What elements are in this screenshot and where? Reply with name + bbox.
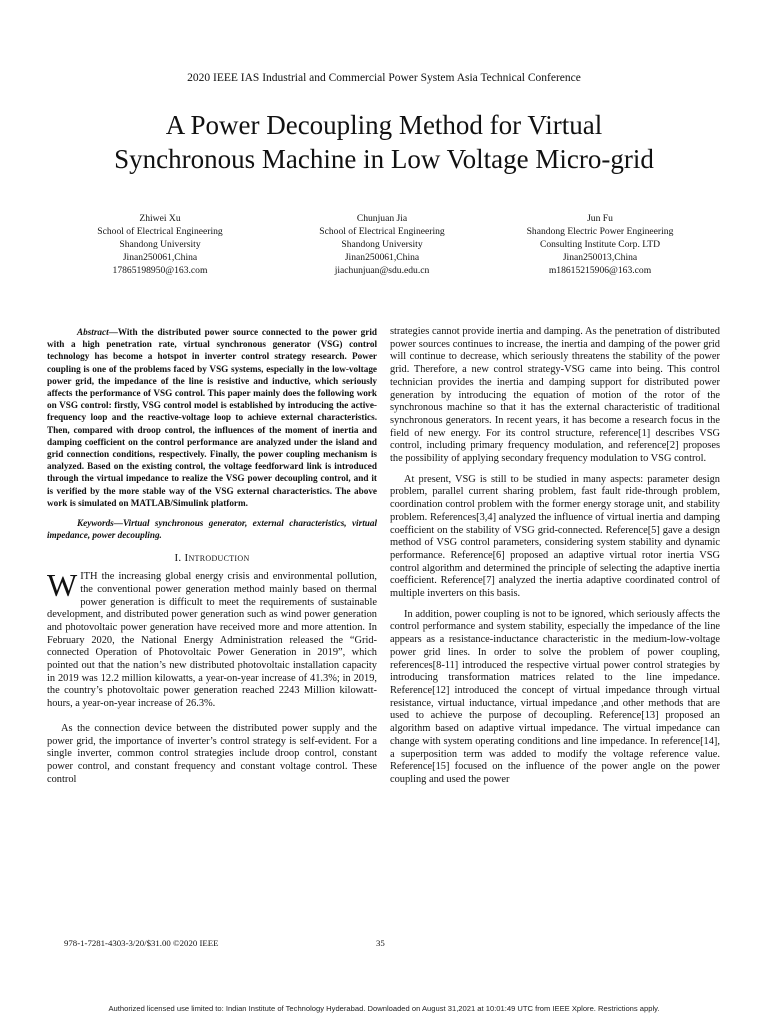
author-2 [262,212,502,277]
keywords [47,517,377,541]
author-organization: Shandong University [341,239,423,250]
section-title: Introduction [184,552,250,565]
license-notice: Authorized licensed use limited to: Indian Institute of Technology Hyderabad. Downloaded on August 31,2021 at 10:01:49 UTC from IEEE Xplore. Restrictions apply. [108,1004,660,1013]
right-paragraph-3: In addition, power coupling is not to be ignored, which seriously affects the control performance and system stability, especially the impedance of the line appears as a resistance-inductance characteristic in the medium-low-voltage power grid lines. In order to solve the problem of power coupling, references[8-11] introduced the respective virtual power control strategies by introducing transformation matrices related to the line impedance. Reference[12] introduced the concept of virtual impedance through virtual resistance, virtual inductance, virtual impedance ,and other methods that are used to achieve the purpose of decoupling. Reference[13] proposed an algorithm based on adaptive virtual impedance. The virtual impedance can change with system operating conditions and line impedance. In reference[14], a superposition term was added to modify the voltage reference value. Reference[15] focused on the influence of the power angle on the power coupling and used the power [390,608,720,785]
author-location: Jinan250061,China [344,252,420,263]
author-location: Jinan250013,China [562,252,638,263]
right-paragraph-2: At present, VSG is still to be studied in many aspects: parameter design problem, parallel current sharing problem, fast fault ride-through problem, coordination control problem with the former energy storage unit, and stability problem. References[3,4] analyzed the influence of virtual inertia and damping coefficient on the stability of VSG grid-connected. Reference[5] gave a design method of VSG control parameters, considering system stability and dynamic performance. Reference[6] proposed an adaptive virtual rotor inertia VSG control algorithm and determined the principle of selecting the adaptive inertia coefficient. Reference[7] analyzed the inertia adaptive coordinated control of multiple inverters on this basis. [390,473,720,600]
author-name: Zhiwei Xu [139,213,181,224]
author-3 [480,212,720,277]
drop-cap: W [47,567,78,604]
intro-paragraph-1 [47,567,377,711]
keywords-label: Keywords— [77,518,123,529]
section-number: I. [174,552,182,565]
intro-paragraph-1-text: ITH the increasing global energy crisis and environmental pollution, the conventional power generation method mainly based on thermal power generation is difficult to meet the requirements of sustainable development, and distributed power generation such as wind power generation and photovoltaic power generation have received more and more attention. In February 2020, the National Energy Administration released the “Grid-connected Operation of Photovoltaic Power Generation in 2019”, which pointed out that the nation’s new distributed photovoltaic installation capacity in 2019 was 12.2 million kilowatts, a year-on-year increase of 41.3%; in 2019, the country’s photovoltaic power generation reached 2243 Million kilowatt-hours, a year-on-year increase of 26.3%. [47,571,377,710]
conference-header: 2020 IEEE IAS Industrial and Commercial Power System Asia Technical Conference [187,72,581,84]
author-organization: Shandong University [119,239,201,250]
section-heading-introduction [47,552,377,565]
author-name: Chunjuan Jia [356,213,408,224]
author-affiliation: School of Electrical Engineering [319,226,445,237]
paper-title [40,108,728,176]
right-column [390,326,720,787]
author-email: jiachunjuan@sdu.edu.cn [334,265,430,276]
left-column [47,326,377,786]
author-location: Jinan250061,China [122,252,198,263]
author-affiliation: Shandong Electric Power Engineering [526,226,674,237]
abstract-text: —With the distributed power source connected to the power grid with a high penetration rate, virtual synchronous generator (VSG) control technology has become a hotspot in inverter control strategy research. Power coupling is one of the problems faced by VSG systems, especially in the low-voltage power grid, the impedance of the line is resistive and inductive, which seriously affects the performance of VSG control. This paper mainly does the following work on VSG control: firstly, VSG control model is established by introducing the active-frequency loop and the reactive-voltage loop to achieve external characteristics. Then, compared with droop control, the influences of the moment of inertia and damping coefficient on the control performance are analyzed under the island and grid connection conditions, respectively. Finally, the power coupling mechanism is analyzed. Based on the existing control, the voltage feedforward link is introduced through the virtual impedance to realize the VSG power decoupling control, and it is verified by the more stable way of the VSG external characteristics. The above work is simulated on MATLAB/Simulink platform. [47,327,377,508]
intro-paragraph-2: As the connection device between the distributed power supply and the power grid, the importance of inverter’s control strategy is self-evident. For a single inverter, common control strategies include droop control, constant power control, and constant frequency and constant voltage control. These control [47,722,377,785]
author-email: 17865198950@163.com [112,265,208,276]
right-paragraph-1: strategies cannot provide inertia and damping. As the penetration of distributed power sources continues to increase, the inertia and damping of the power grid will continue to decrease, which seriously threatens the stability of the power grid. Therefore, a new control strategy-VSG came into being. This control technician provides the inertia and damping support for distributed power generation by introducing the equation of motion of the rotor of the synchronous machine so that it has the external characteristic of traditional synchronous generators. In recent years, it has become a research focus in the field of new energy. For its control structure, reference[1] describes VSG control, including primary frequency modulation, and reference[2] proposes the possibility of applying secondary frequency modulation to VSG control. [390,326,720,465]
page-number: 35 [376,938,385,948]
paper-title-line-1: A Power Decoupling Method for Virtual [165,110,603,140]
author-affiliation: School of Electrical Engineering [97,226,223,237]
author-email: m18615215906@163.com [548,265,652,276]
author-name: Jun Fu [587,213,613,224]
author-1 [40,212,280,277]
keywords-text: Virtual synchronous generator, external characteristics, virtual impedance, power decoupling. [47,518,377,541]
abstract-label: Abstract [77,327,109,337]
abstract [47,326,377,509]
paper-title-line-2: Synchronous Machine in Low Voltage Micro-grid [114,144,654,174]
footer-isbn: 978-1-7281-4303-3/20/$31.00 ©2020 IEEE [64,938,219,948]
author-organization: Consulting Institute Corp. LTD [539,239,661,250]
